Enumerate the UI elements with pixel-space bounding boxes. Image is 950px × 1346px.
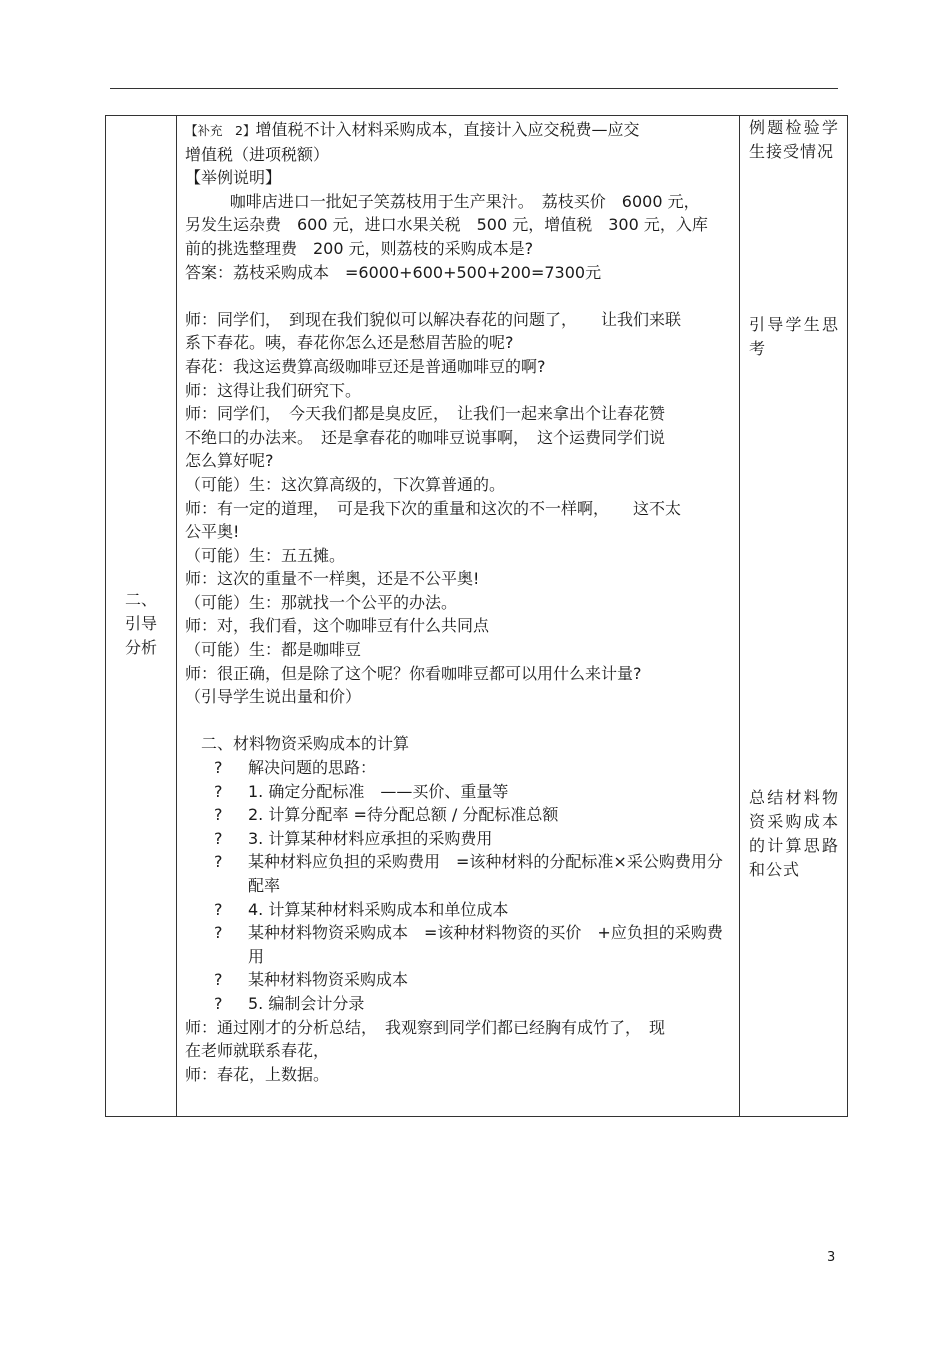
content-cell: [177, 116, 740, 1117]
dialog-line: 怎么算好呢?: [185, 451, 274, 471]
stage-label: 二、 引导 分析: [124, 590, 157, 657]
dialog-line: （可能）生：那就找一个公平的办法。: [185, 592, 458, 612]
example-line: 咖啡店进口一批妃子笑荔枝用于生产果汁。 荔枝买价 6000 元，: [229, 191, 700, 211]
supplement-line-2: 增值税（进项税额）: [185, 144, 330, 164]
bullet-item: ? 某种材料应负担的采购费用 =该种材料的分配标准×采公购费用分配率: [214, 852, 723, 895]
lesson-table: [105, 115, 848, 1117]
bullet-item: ? 某种材料物资采购成本 =该种材料物资的买价 +应负担的采购费用: [214, 923, 723, 966]
notes-cell: [740, 116, 848, 1117]
dialog-line: （可能）生：都是咖啡豆: [185, 640, 362, 660]
dialog-line: 师：有一定的道理， 可是我下次的重量和这次的不一样啊， 这不太: [185, 498, 682, 518]
section-title: 二、材料物资采购成本的计算: [201, 734, 410, 754]
dialog-line: 师：对，我们看，这个咖啡豆有什么共同点: [185, 616, 490, 636]
closing-line: 师：春花，上数据。: [185, 1064, 330, 1084]
bullet-item: ? 2. 计算分配率 =待分配总额 / 分配标准总额: [214, 805, 559, 825]
bullet-item: ? 解决问题的思路：: [214, 758, 377, 778]
dialog-line: （可能）生：这次算高级的，下次算普通的。: [185, 474, 506, 494]
dialog-line: 师：同学们， 到现在我们貌似可以解决春花的问题了， 让我们来联: [185, 309, 682, 329]
example-line: 另发生运杂费 600 元，进口水果关税 500 元，增值税 300 元，入库: [185, 215, 708, 235]
dialog-line: 春花：我这运费算高级咖啡豆还是普通咖啡豆的啊?: [185, 356, 546, 376]
dialog-line: 系下春花。咦，春花你怎么还是愁眉苦脸的呢?: [185, 333, 514, 353]
dialog-line: （引导学生说出量和价）: [185, 687, 362, 707]
example-answer: 答案：荔枝采购成本 =6000+600+500+200=7300元: [185, 262, 602, 282]
stage-cell: [106, 116, 177, 1117]
example-line: 前的挑选整理费 200 元，则荔枝的采购成本是?: [185, 238, 534, 258]
note-guide-thinking: 引导学生思考: [749, 315, 839, 358]
dialog-line: 师：这次的重量不一样奥，还是不公平奥!: [185, 569, 480, 589]
bullet-item: ? 3. 计算某种材料应承担的采购费用: [214, 828, 493, 848]
supplement-line-1: 【补充 2】增值税不计入材料采购成本，直接计入应交税费—应交: [185, 120, 640, 139]
dialog-line: 公平奥!: [185, 522, 240, 542]
bullet-item: ? 某种材料物资采购成本: [214, 970, 409, 990]
dialog-line: 师：很正确，但是除了这个呢？你看咖啡豆都可以用什么来计量?: [185, 663, 642, 683]
bullet-item: ? 1. 确定分配标准 ——买价、重量等: [214, 781, 509, 801]
dialog-line: 师：这得让我们研究下。: [185, 380, 362, 400]
note-summary-formula: 总结材料物资采购成本的计算思路和公式: [749, 788, 839, 879]
dialog-line: （可能）生：五五摊。: [185, 545, 346, 565]
bullet-item: ? 5. 编制会计分录: [214, 993, 365, 1013]
closing-line: 师：通过刚才的分析总结， 我观察到同学们都已经胸有成竹了， 现: [185, 1017, 666, 1037]
header-rule: [110, 88, 838, 89]
note-example-check: 例题检验学生接受情况: [749, 118, 839, 161]
dialog-line: 师：同学们， 今天我们都是臭皮匠， 让我们一起来拿出个让春花赞: [185, 404, 666, 424]
example-heading: 【举例说明】: [185, 168, 282, 188]
closing-line: 在老师就联系春花，: [185, 1041, 330, 1061]
dialog-line: 不绝口的办法来。 还是拿春花的咖啡豆说事啊， 这个运费同学们说: [185, 427, 666, 447]
page-number: 3: [827, 1250, 836, 1265]
bullet-item: ? 4. 计算某种材料采购成本和单位成本: [214, 899, 509, 919]
